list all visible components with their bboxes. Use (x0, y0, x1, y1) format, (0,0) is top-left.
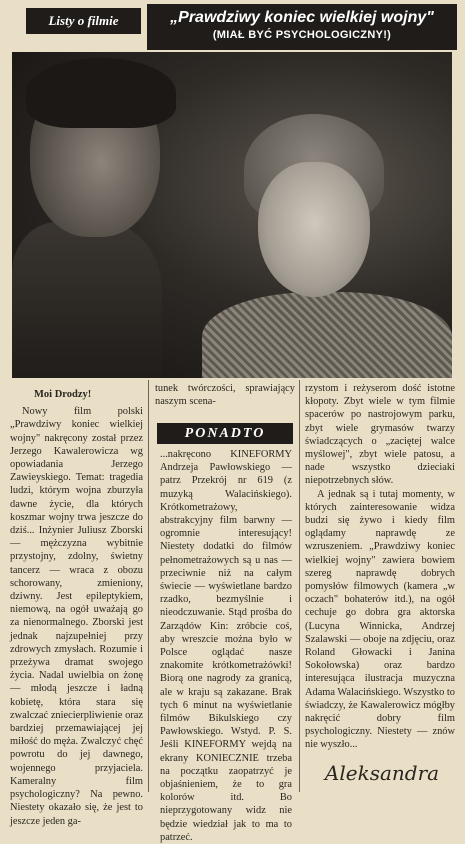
column-divider (299, 380, 300, 792)
article-header (0, 0, 465, 56)
column-3-text-1: rzystom i reżyserom dość istotne kłopoty. Zbyt wiele w tym filmie spacerów po nastrojowym parku, zbyt wiele grymasów twarzy świadczących o „zaciętej walce myślowej", zbyt wiele patosu, a nade wszystko dzieciaki niepotrzebnych słów. (305, 383, 455, 487)
ponadto-box: PONADTO (157, 423, 293, 444)
article-title: „Prawdziwy koniec wielkiej wojny" (170, 9, 434, 26)
woman-figure (202, 292, 452, 378)
greeting: Moi Drodzy! (34, 389, 92, 400)
ponadto-text: ...nakręcono KINEFORMY Andrzeja Pawłowskiego — patrz Przekrój nr 619 (z muzyką Walacińskiego). Krótkometrażowy, abstrakcyjny film barwny — ogromnie interesujący! Niestety dodatki do filmów pełnometrażowych są u nas — przeciwnie niż na całym świecie — wyświetlane bardzo rzadko, bezmyślnie i nieodczuwanie. Stąd prośba do Zarządów Kin: zróbcie coś, aby wreszcie można było w Polsce oglądać nasze znakomite krótkometrażówki! Biorą one nagrody za granicą, ale w kraju są zakazane. Brak tych 6 minut na wyświetlanie filmów Bikulskiego czy Pawłowskiego. Wstyd. P. S. Jeśli KINEFORMY wejdą na ekrany KONIECZNIE trzeba na początku zaopatrzyć je objaśnieniem, że to gra kolorów itd. Bo nieprzygotowany widz nie będzie wiedział jak to ma to patrzeć. (160, 449, 292, 843)
article-column-3 (305, 382, 455, 752)
article-column-2 (155, 382, 295, 408)
article-column-1 (10, 382, 143, 828)
author-signature: Aleksandra (324, 761, 440, 785)
column-3-text-2: A jednak są i tutaj momenty, w których zainteresowanie widza budzi się żywo i kiedy film oglądamy naprawdę ze wzruszeniem. „Prawdziwy koniec wielkiej wojny" zawiera bowiem szereg naprawdę dobrych pomysłów filmowych (kamera „w oczach" bohaterów itd.), na ogół cechuje go dobra gra aktorska (Lucyna Winnicka, Andrzej Szalawski — oboje na zdjęciu, oraz Roland Głowacki i Janina Sokołowska) oraz bardzo interesująca ilustracja muzyczna Adama Walacińskiego. Wszystko to świadczy, że Kawalerowicz mógłby nakręcić dobry film psychologiczny. Niestety — znów nie wyszło... (305, 488, 455, 751)
woman-face (258, 162, 370, 297)
rubric-label: Listy o filmie (26, 8, 141, 34)
man-hair (26, 58, 176, 128)
article-title-box (147, 4, 457, 50)
man-figure (12, 222, 162, 378)
column-1-text: Nowy film polski „Prawdziwy koniec wielkiej wojny" nakręcony został przez Jerzego Kawalerowicza wg opowiadania Jerzego Zawieyskiego. Temat: tragedia ludzi, którym wojna zburzyła dawne życie, dla których koszmar wojny trwa jeszcze do dziś... Inżynier Juliusz Zborski — mężczyzna wybitnie przystojny, zdolny, świetny tancerz — wraca z obozu schorowany, zmieniony, dziwny. Jest epileptykiem, niemową, na ogół uważają go za nienormalnego. Zborski jest jednak najzupełniej przy zdrowych zmysłach. Rozumie i przeżywa dramat swojego życia. Nadal uwielbia on żonę — młodą jeszcze i ładną kobietę, która stara się zwalczać zniecierpliwienie oraz bardziej przemawiającej jej miłość do męża. Zwalczyć chęć powrotu do jej dawnego, wojennego przyjaciela. Kameralny film psychologiczny? Na pewno. Niestety okazało się, że jest to jeszcze jeden ga- (10, 406, 143, 827)
column-divider (148, 380, 149, 792)
article-subtitle: (MIAŁ BYĆ PSYCHOLOGICZNY!) (212, 29, 392, 41)
ponadto-text-block (160, 448, 292, 844)
film-still-photo (12, 52, 452, 378)
column-2-top-text: tunek twórczości, sprawiający naszym scena- (155, 383, 295, 408)
